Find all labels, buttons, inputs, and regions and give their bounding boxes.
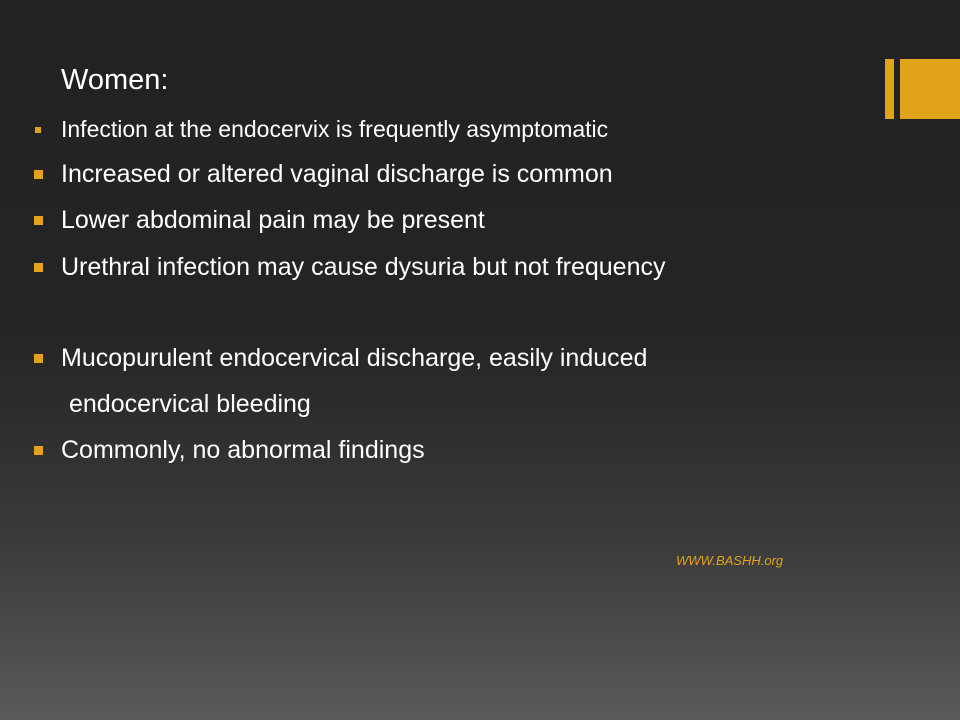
square-bullet-icon — [34, 354, 43, 363]
bullet-text: Increased or altered vaginal discharge is common — [61, 160, 613, 188]
bullet-item — [0, 205, 900, 235]
square-bullet-icon — [35, 127, 41, 133]
square-bullet-icon — [34, 216, 43, 225]
bullet-item — [0, 115, 900, 143]
accent-bar-thin — [885, 59, 894, 119]
slide-heading: Women: — [61, 64, 169, 96]
bullet-text: Mucopurulent endocervical discharge, easily induced — [61, 344, 648, 372]
bullet-item — [0, 252, 900, 282]
bullet-text: Commonly, no abnormal findings — [61, 436, 425, 464]
bullet-text: Infection at the endocervix is frequently asymptomatic — [61, 116, 609, 142]
bullet-continuation — [0, 389, 900, 419]
square-bullet-icon — [34, 170, 43, 179]
bullet-text: Urethral infection may cause dysuria but not frequency — [61, 253, 666, 281]
square-bullet-icon — [34, 263, 43, 272]
bullet-text: endocervical bleeding — [69, 390, 311, 418]
accent-bar-thick — [900, 59, 960, 119]
bullet-item — [0, 435, 900, 465]
square-bullet-icon — [34, 446, 43, 455]
source-link[interactable]: WWW.BASHH.org — [676, 553, 784, 568]
bullet-item — [0, 343, 900, 373]
bullet-text: Lower abdominal pain may be present — [61, 206, 485, 234]
bullet-item — [0, 159, 900, 189]
